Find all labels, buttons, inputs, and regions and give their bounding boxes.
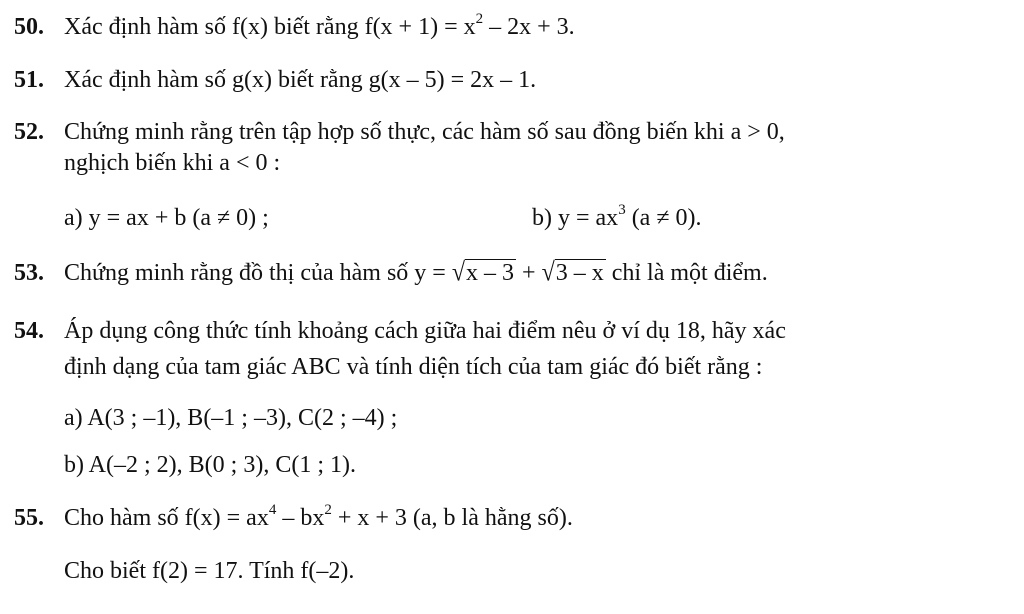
square-root: √x – 3 bbox=[451, 258, 515, 288]
exercise-number: 52. bbox=[14, 119, 44, 145]
exercise-text: Áp dụng công thức tính khoảng cách giữa hai điểm nêu ở ví dụ 18, hãy xác bbox=[64, 318, 786, 344]
plus-sign: + bbox=[522, 260, 536, 286]
exercise-text: Cho hàm số f(x) = ax bbox=[64, 505, 269, 531]
exercise-53 bbox=[14, 258, 768, 288]
exercise-55 bbox=[14, 503, 573, 533]
exercise-text: – bx bbox=[276, 505, 325, 531]
exercise-51 bbox=[14, 65, 536, 95]
exercise-number: 51. bbox=[14, 67, 44, 93]
exercise-text: + x + 3 (a, b là hằng số). bbox=[331, 505, 573, 531]
exercise-text: định dạng của tam giác ABC và tính diện tích của tam giác đó biết rằng : bbox=[64, 354, 763, 380]
radicand: x – 3 bbox=[466, 260, 515, 286]
exercise-text: Xác định hàm số g(x) biết rằng g(x – 5) = 2x – 1. bbox=[64, 67, 537, 93]
exercise-52-line2 bbox=[64, 148, 280, 178]
part-b-text: b) A(–2 ; 2), B(0 ; 3), C(1 ; 1). bbox=[64, 452, 356, 478]
square-root: √3 – x bbox=[541, 258, 604, 288]
exercise-number: 54. bbox=[14, 318, 44, 344]
exercise-text: chỉ là một điểm. bbox=[611, 260, 768, 286]
exercise-text: Chứng minh rằng trên tập hợp số thực, các hàm số sau đồng biến khi a > 0, bbox=[64, 119, 785, 145]
exercise-text: – 2x + 3. bbox=[483, 14, 575, 40]
exercise-text: Cho biết f(2) = 17. Tính f(–2). bbox=[64, 558, 355, 584]
exercise-52 bbox=[14, 117, 785, 147]
part-b-text: (a ≠ 0). bbox=[625, 205, 702, 231]
exercise-52-part-b bbox=[532, 203, 702, 233]
exercise-54-part-a bbox=[64, 403, 397, 433]
exercise-50 bbox=[14, 12, 575, 42]
exercise-52-part-a bbox=[64, 203, 269, 233]
exercise-text: Chứng minh rằng đồ thị của hàm số y = bbox=[64, 260, 446, 286]
superscript: 2 bbox=[475, 11, 484, 27]
part-b-text: b) y = ax bbox=[532, 205, 619, 231]
exercise-number: 53. bbox=[14, 260, 44, 286]
exercise-text: Xác định hàm số f(x) biết rằng f(x + 1) = x bbox=[64, 14, 476, 40]
exercise-number: 50. bbox=[14, 14, 44, 40]
exercise-54 bbox=[14, 316, 786, 346]
exercise-number: 55. bbox=[14, 505, 44, 531]
superscript: 4 bbox=[268, 502, 277, 518]
radicand: 3 – x bbox=[555, 260, 604, 286]
exercise-55-line2 bbox=[64, 556, 354, 586]
exercise-54-part-b bbox=[64, 450, 356, 480]
exercise-text: nghịch biến khi a < 0 : bbox=[64, 150, 281, 176]
part-a-text: a) A(3 ; –1), B(–1 ; –3), C(2 ; –4) ; bbox=[64, 405, 398, 431]
exercise-54-line2 bbox=[64, 352, 762, 382]
part-a-text: a) y = ax + b (a ≠ 0) ; bbox=[64, 205, 269, 231]
superscript: 2 bbox=[324, 502, 332, 518]
superscript: 3 bbox=[618, 202, 626, 218]
